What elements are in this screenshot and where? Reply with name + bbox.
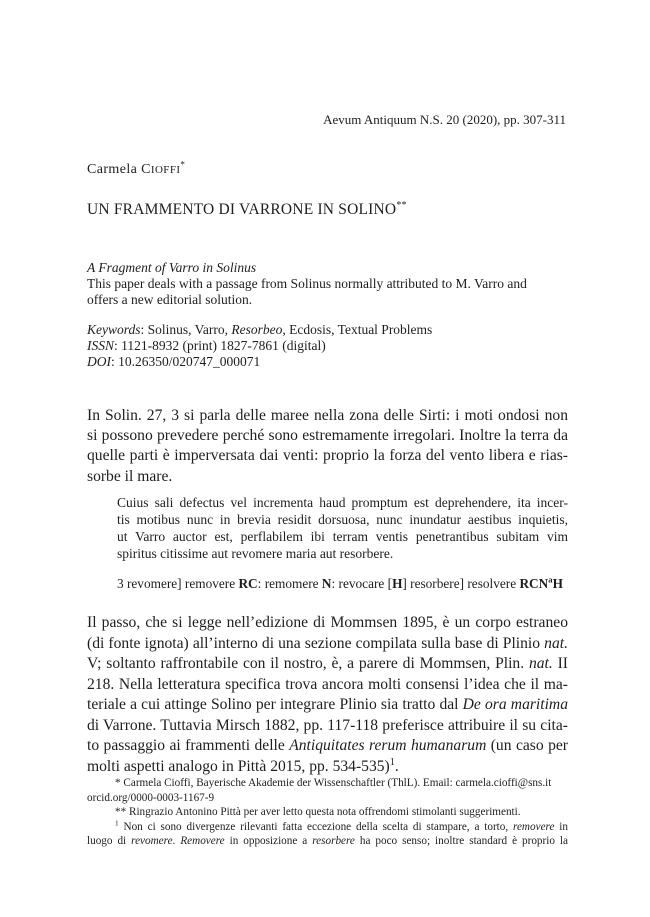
body-line: si possono prevedere perché sono estremamente irregolari. Inoltre la terra da bbox=[87, 427, 568, 445]
apparatus-text: : revocare [ bbox=[331, 576, 393, 591]
issn-label: ISSN bbox=[87, 338, 114, 353]
quote-line: spiritus citissime aut revomere maria aut resorbere. bbox=[117, 546, 394, 561]
apparatus-siglum: H bbox=[552, 576, 563, 591]
quote-line: Cuius sali defectus vel incrementa haud promptum est deprehendere, ita incer- bbox=[117, 495, 568, 510]
footnote-1-orcid: orcid.org/0000-0003-1167-9 bbox=[87, 791, 215, 804]
doi-line bbox=[87, 354, 432, 370]
abstract-text-line: This paper deals with a passage from Solinus normally attributed to M. Varro and bbox=[87, 276, 527, 291]
footnotes bbox=[87, 776, 568, 849]
doi-label: DOI bbox=[87, 354, 111, 369]
author-last-name: C bbox=[141, 162, 151, 177]
author-footnote-mark: * bbox=[180, 159, 186, 170]
body-line: molti aspetti analogo in Pittà 2015, pp. 534-535)$^1$. bbox=[87, 756, 399, 775]
abstract-text-line: offers a new editorial solution. bbox=[87, 292, 253, 307]
journal-citation: Aevum Antiquum N.S. 20 (2020), pp. 307-311 bbox=[323, 112, 566, 127]
keywords-line bbox=[87, 322, 432, 338]
quote-line: tis motibus nunc in brevia residit dorsuosa, nunc inundatur aestibus inquietis, bbox=[117, 512, 568, 527]
body-line: di Varrone. Tuttavia Mirsch 1882, pp. 117-118 preferisce attribuire il su cita- bbox=[87, 716, 568, 734]
quote-line: ut Varro auctor est, perflabilem ibi terram ventis penetrantibus subitam vim bbox=[117, 529, 568, 544]
issn-value: : 1121-8932 (print) 1827-7861 (digital) bbox=[114, 338, 326, 353]
abstract-english-title: A Fragment of Varro in Solinus bbox=[87, 260, 257, 275]
critical-apparatus bbox=[117, 576, 563, 592]
abstract bbox=[87, 260, 573, 308]
body-line: quelle parti è imperversata dai venti: proprio la forza del vento libera e rias- bbox=[87, 447, 568, 465]
issn-line bbox=[87, 338, 432, 354]
keywords-italic: Resorbeo bbox=[231, 322, 283, 337]
footnote-3: $^1$ Non ci sono divergenze rilevanti fatta eccezione della scelta di stampare, a torto, removere in bbox=[115, 819, 568, 833]
apparatus-text: ] resorbere] resolvere bbox=[402, 576, 520, 591]
author-name bbox=[87, 159, 186, 178]
doi-value: : 10.26350/020747_000071 bbox=[111, 354, 261, 369]
apparatus-siglum: H bbox=[392, 576, 403, 591]
body-paragraph-2 bbox=[87, 613, 568, 777]
author-last-name-smallcaps: IOFFI bbox=[150, 164, 181, 176]
body-paragraph-1 bbox=[87, 406, 568, 487]
body-line: teriale a cui attinge Solino per integrare Plinio sia tratto dal De ora maritima bbox=[87, 696, 568, 713]
body-line: In Solin. 27, 3 si parla delle maree nella zona delle Sirti: i moti ondosi non bbox=[87, 407, 568, 424]
author-first-name: Carmela bbox=[87, 162, 138, 177]
keywords-text: : Solinus, Varro, bbox=[140, 322, 232, 337]
apparatus-text: 3 revomere] removere bbox=[117, 576, 239, 591]
apparatus-siglum: RCN bbox=[519, 576, 549, 591]
keywords-text: , Ecdosis, Textual Problems bbox=[282, 322, 433, 337]
footnote-3-cont: luogo di revomere. Removere in opposizione a resorbere ha poco senso; inoltre standard è proprio la bbox=[87, 835, 568, 848]
article-metadata bbox=[87, 322, 432, 370]
apparatus-text: : remomere bbox=[257, 576, 322, 591]
body-line: sorbe il mare. bbox=[87, 467, 173, 485]
body-line: V; soltanto raffrontabile con il nostro, è, a parere di Mommsen, Plin. nat. II bbox=[87, 655, 568, 672]
title-footnote-mark: ** bbox=[396, 199, 407, 211]
keywords-label: Keywords bbox=[87, 322, 141, 337]
footnote-2: ** Ringrazio Antonino Pittà per aver letto questa nota offrendomi stimolanti suggerimenti. bbox=[115, 806, 521, 819]
apparatus-siglum-sup: a bbox=[548, 574, 553, 585]
latin-quotation bbox=[117, 494, 568, 562]
article-title bbox=[87, 201, 407, 219]
apparatus-siglum: N bbox=[321, 576, 332, 591]
body-line: Il passo, che si legge nell’edizione di Mommsen 1895, è un corpo estraneo bbox=[87, 614, 568, 631]
article-title-text: UN FRAMMENTO DI VARRONE IN SOLINO bbox=[87, 201, 397, 218]
body-line: to passaggio ai frammenti delle Antiquitates rerum humanarum (un caso per bbox=[87, 737, 568, 754]
apparatus-siglum: RC bbox=[238, 576, 258, 591]
footnote-1: * Carmela Cioffi, Bayerische Akademie der Wissenschaftler (ThlL). Email: carmela.cioffi@sns.it bbox=[115, 777, 552, 789]
body-line: (di fonte ignota) all’interno di una sezione compilata sulla base di Plinio nat. bbox=[87, 634, 568, 652]
body-line: 218. Nella letteratura specifica trova ancora molti consensi l’idea che il ma- bbox=[87, 675, 568, 693]
